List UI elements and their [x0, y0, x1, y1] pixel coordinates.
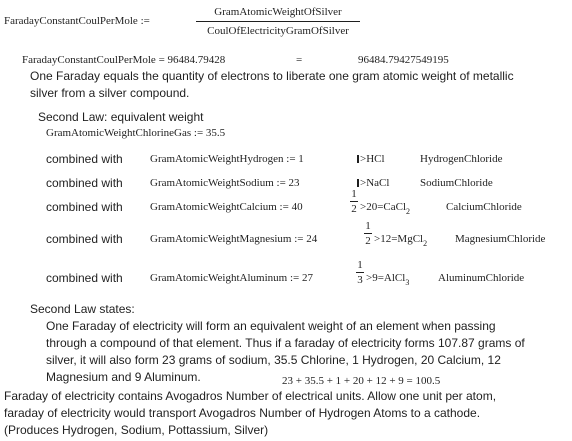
faraday-definition-fraction-bar [196, 21, 360, 22]
magnesium-fraction: 1 2 [365, 220, 371, 247]
hydrogen-assignment: GramAtomicWeightHydrogen := 1 [150, 153, 304, 165]
second-law-states-line-1: One Faraday of electricity will form an equivalent weight of an element when passing [46, 319, 496, 333]
aluminum-compound-name: AluminumChloride [438, 272, 525, 284]
cursor-marker-icon [357, 179, 359, 187]
sodium-assignment: GramAtomicWeightSodium := 23 [150, 177, 300, 189]
faraday-result-lhs: FaradayConstantCoulPerMole = 96484.79428 [22, 54, 226, 66]
second-law-states-line-3: silver, it will also form 23 grams of sodium, 35.5 Chlorine, 1 Hydrogen, 20 Calcium, 12 [46, 353, 501, 367]
aluminum-fraction: 1 3 [357, 259, 363, 286]
magnesium-compound-name: MagnesiumChloride [455, 233, 546, 245]
calcium-compound-name: CalciumChloride [446, 201, 522, 213]
calcium-assignment: GramAtomicWeightCalcium := 40 [150, 201, 303, 213]
second-law-states-heading: Second Law states: [30, 302, 135, 316]
faraday-definition-denominator: CoulOfElectricityGramOfSilver [207, 25, 349, 37]
magnesium-formula: >12=MgCl$_2$ [374, 233, 428, 248]
aluminum-assignment: GramAtomicWeightAluminum := 27 [150, 272, 313, 284]
chlorine-assignment: GramAtomicWeightChlorineGas := 35.5 [46, 127, 226, 139]
second-law-states-line-4: Magnesium and 9 Aluminum. [46, 370, 201, 384]
closing-text-line-1: Faraday of electricity contains Avogadros Number of electrical units. Allow one unit per atom, [4, 389, 497, 403]
calcium-formula: >20=CaCl$_2$ [360, 201, 411, 216]
faraday-definition-lhs: FaradayConstantCoulPerMole := [4, 15, 150, 27]
intro-text-line-1: One Faraday equals the quantity of electrons to liberate one gram atomic weight of metallic [30, 69, 514, 83]
closing-text-line-3: (Produces Hydrogen, Sodium, Pottassium, Silver) [4, 423, 269, 437]
faraday-result-equals: = [296, 54, 303, 66]
combination-label: combined with [46, 152, 123, 166]
intro-text-line-2: silver from a silver compound. [30, 86, 190, 100]
hydrogen-formula: >HCl [357, 153, 385, 165]
combination-label: combined with [46, 271, 123, 285]
sodium-compound-name: SodiumChloride [420, 177, 493, 189]
cursor-marker-icon [357, 155, 359, 163]
calcium-fraction: 1 2 [351, 188, 357, 215]
closing-text-line-2: faraday of electricity would transport Avogadros Number of Hydrogen Atoms to a cathode. [4, 406, 481, 420]
hydrogen-compound-name: HydrogenChloride [420, 153, 503, 165]
combination-label: combined with [46, 232, 123, 246]
magnesium-assignment: GramAtomicWeightMagnesium := 24 [150, 233, 318, 245]
equivalent-weight-sum: 23 + 35.5 + 1 + 20 + 12 + 9 = 100.5 [282, 375, 441, 387]
faraday-result-value: 96484.79427549195 [358, 54, 449, 66]
second-law-heading: Second Law: equivalent weight [38, 110, 204, 124]
second-law-states-line-2: through a compound of that element. Thus if a faraday of electricity forms 107.87 grams of [46, 336, 525, 350]
combination-label: combined with [46, 176, 123, 190]
faraday-definition-numerator: GramAtomicWeightOfSilver [214, 6, 342, 18]
combination-label: combined with [46, 200, 123, 214]
sodium-formula: >NaCl [357, 177, 389, 189]
aluminum-formula: >9=AlCl$_3$ [366, 272, 410, 287]
